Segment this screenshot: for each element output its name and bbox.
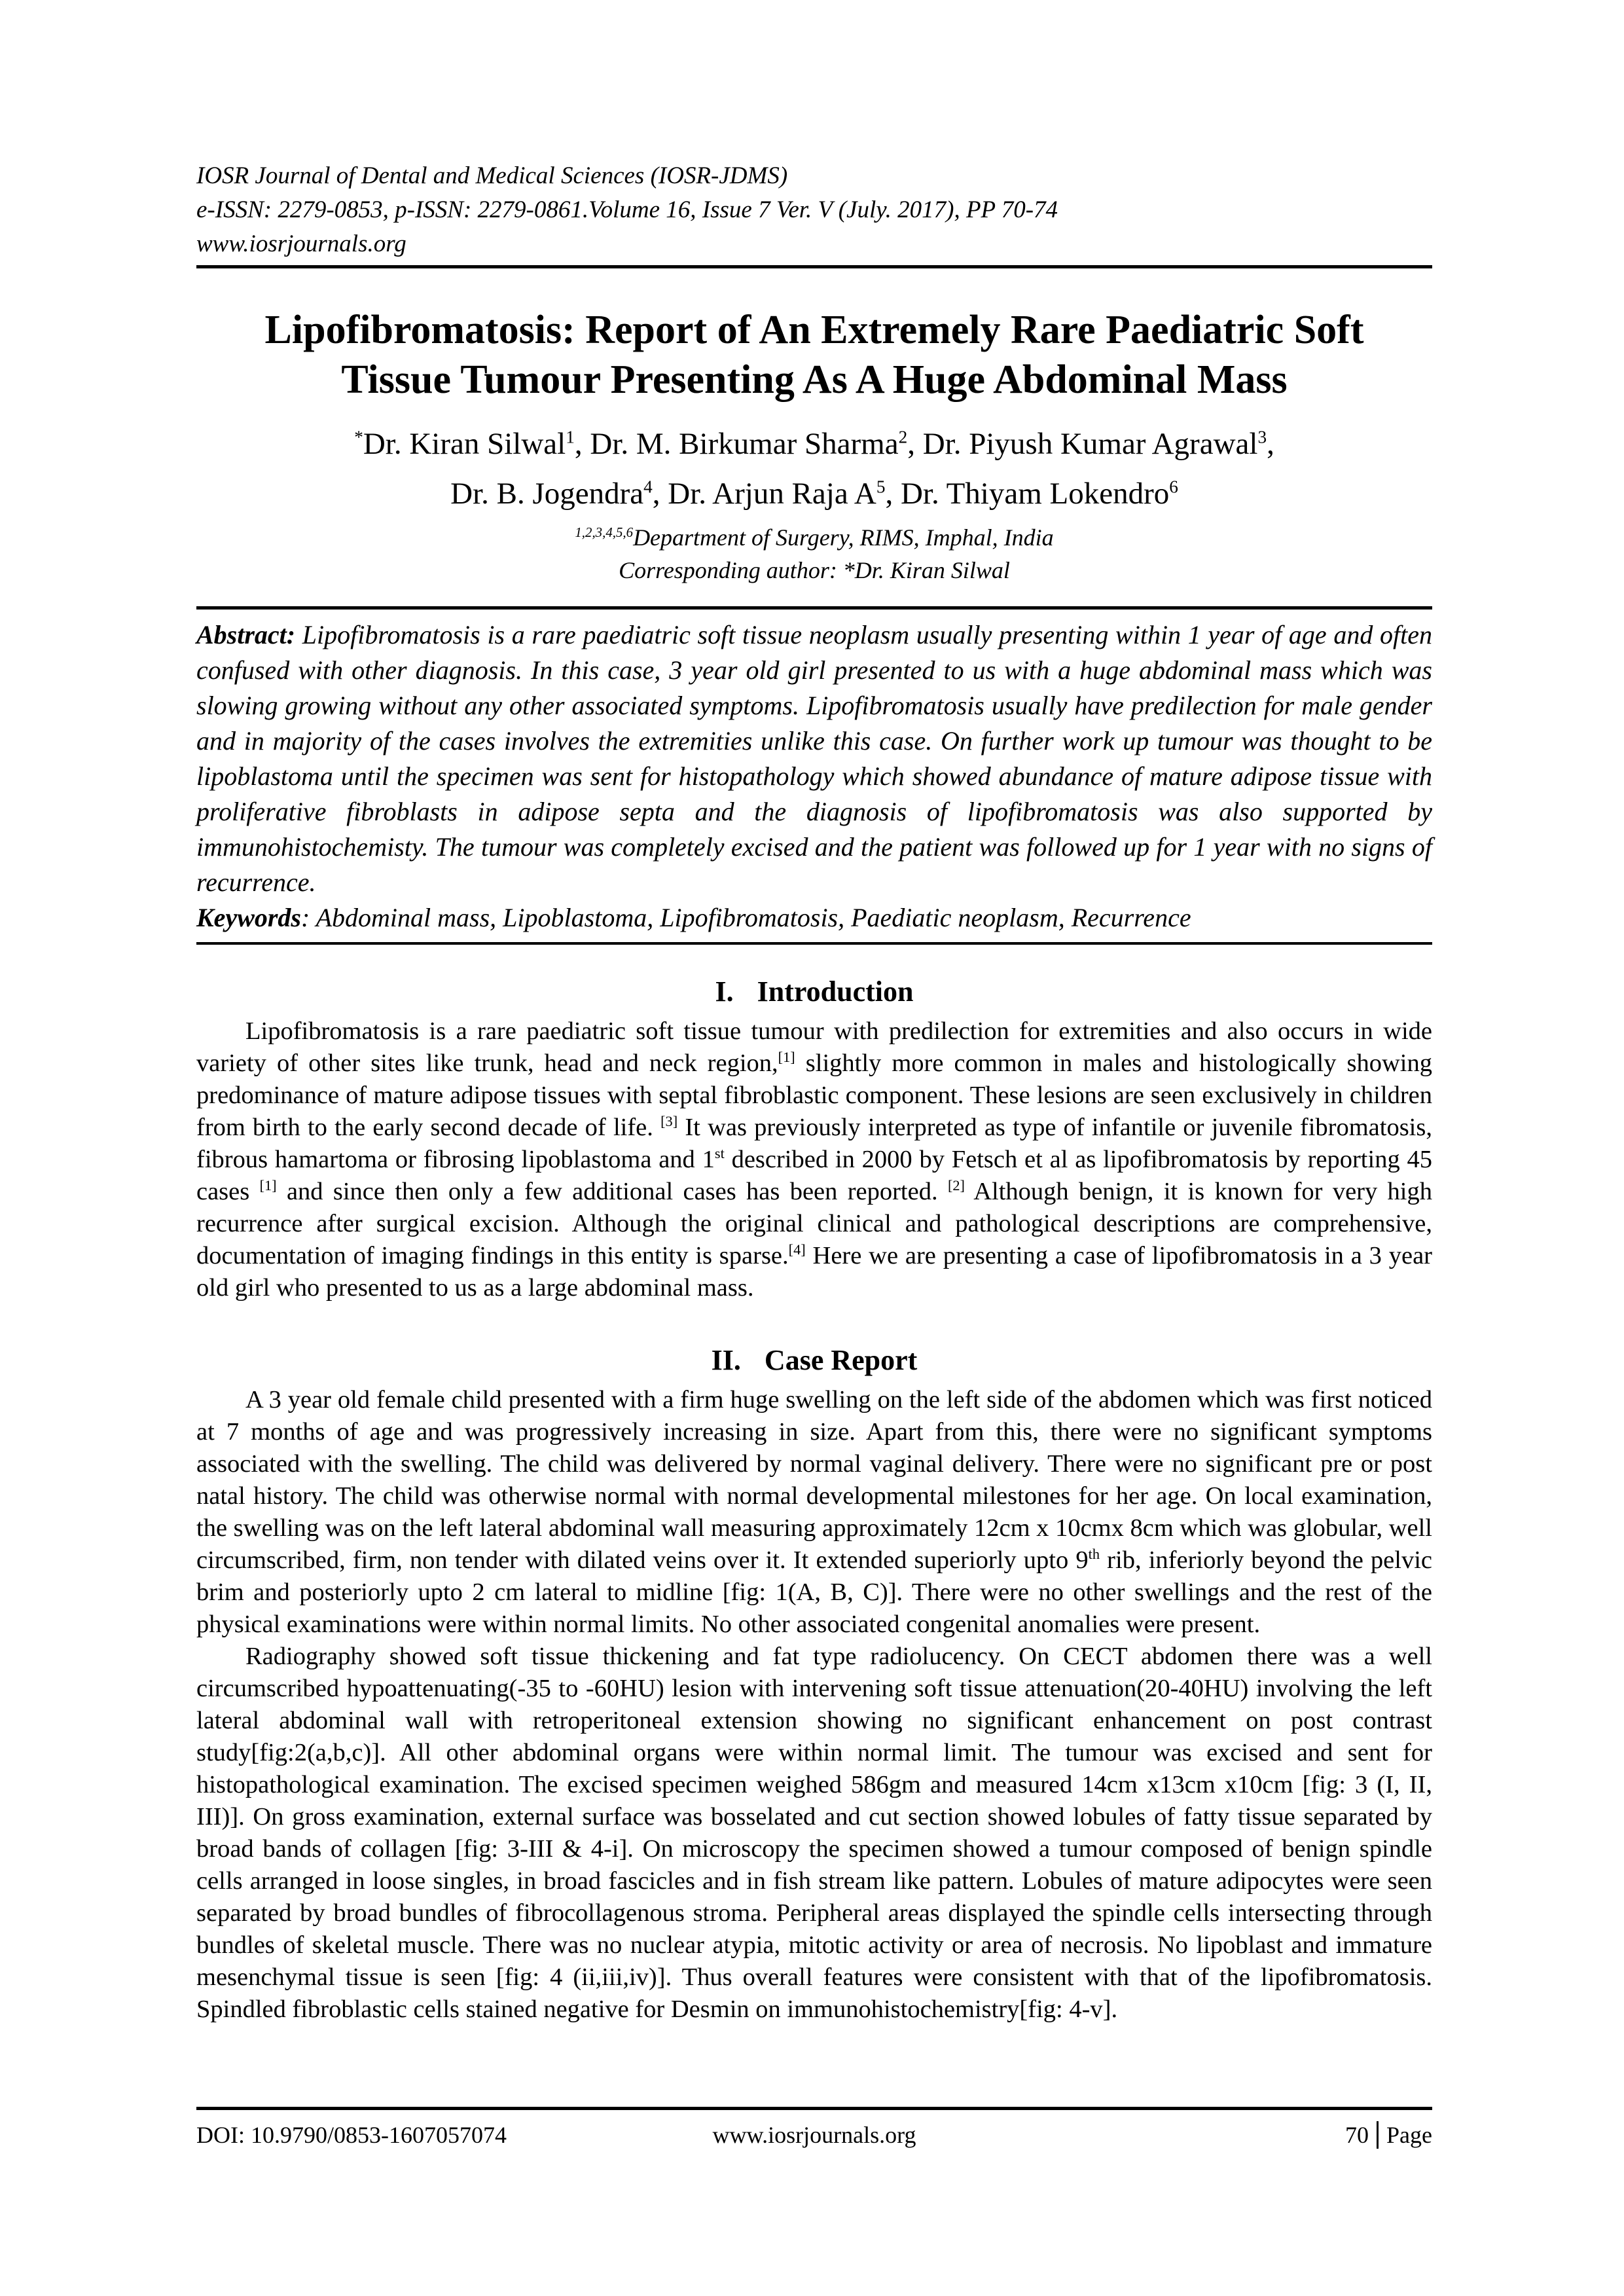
reference-marker: [2] <box>947 1177 965 1194</box>
page-number-block <box>1345 2118 1432 2152</box>
introduction-paragraph <box>196 1015 1432 1304</box>
page-number-label: Page <box>1386 2122 1432 2148</box>
keywords-divider <box>196 942 1432 945</box>
introduction-text-segment: and since then only a few additional cases has been reported. <box>276 1178 948 1205</box>
section-number-introduction: I. <box>715 975 734 1008</box>
keywords-line <box>196 900 1432 936</box>
abstract-paragraph <box>196 617 1432 900</box>
section-title-case-report: Case Report <box>764 1344 918 1376</box>
author-name: , Dr. Thiyam Lokendro <box>885 477 1170 511</box>
introduction-text-segment: slightly more common in males and histologically showing predominance of mature adipose tissues with septal fibroblastic component. These lesions are seen exclusively in children from birth to the early second decade of life. <box>196 1049 1432 1141</box>
section-title-introduction: Introduction <box>757 975 914 1008</box>
case-report-text-segment: rib, inferiorly beyond the pelvic brim and posteriorly upto 2 cm lateral to midline [fig: 1(A, B, C)]. There were no other swellings and the rest of the physical examinations were within normal limits. No other associated congenital anomalies were present. <box>196 1546 1432 1638</box>
keywords-text: : Abdominal mass, Lipoblastoma, Lipofibromatosis, Paediatic neoplasm, Recurrence <box>301 903 1191 932</box>
author-number: 6 <box>1169 477 1178 497</box>
footer-website: www.iosrjournals.org <box>712 2122 916 2148</box>
journal-website: www.iosrjournals.org <box>196 230 406 257</box>
page-footer <box>196 2107 1432 2152</box>
journal-issn-line: e-ISSN: 2279-0853, p-ISSN: 2279-0861.Volume 16, Issue 7 Ver. V (July. 2017), PP 70-74 <box>196 196 1058 223</box>
introduction-text-segment: It was previously interpreted as type of infantile or juvenile fibromatosis, fibrous hamartoma or fibrosing lipoblastoma and 1 <box>196 1114 1432 1173</box>
author-number: 1 <box>566 427 575 447</box>
author-name: Dr. B. Jogendra <box>450 477 644 511</box>
abstract-text: Lipofibromatosis is a rare paediatric soft tissue neoplasm usually presenting within 1 year of age and often confused with other diagnosis. In this case, 3 year old girl presented to us with a huge abdominal mass which was slowing growing without any other associated symptoms. Lipofibromatosis usually have predilection for male gender and in majority of the cases involves the extremities unlike this case. On further work up tumour was thought to be lipoblastoma until the specimen was sent for histopathology which showed abundance of mature adipose tissue with proliferative fibroblasts in adipose septa and the diagnosis of lipofibromatosis was also supported by immunohistochemisty. The tumour was completely excised and the patient was followed up for 1 year with no signs of recurrence. <box>196 620 1432 897</box>
reference-marker: [3] <box>660 1113 678 1130</box>
page-number-divider <box>1377 2121 1379 2149</box>
author-name: , Dr. M. Birkumar Sharma <box>574 427 899 461</box>
author-number: 3 <box>1257 427 1267 447</box>
journal-header <box>196 159 1432 261</box>
abstract-top-divider <box>196 606 1432 610</box>
section-heading-case-report <box>196 1342 1432 1379</box>
corresponding-author: Corresponding author: *Dr. Kiran Silwal <box>619 557 1010 583</box>
author-number: 2 <box>898 427 908 447</box>
paper-title <box>196 305 1432 405</box>
reference-marker: [4] <box>788 1241 806 1258</box>
journal-name: IOSR Journal of Dental and Medical Sciences (IOSR-JDMS) <box>196 162 788 189</box>
paper-title-line2: Tissue Tumour Presenting As A Huge Abdominal Mass <box>341 357 1288 402</box>
case-report-paragraph-2: Radiography showed soft tissue thickening and fat type radiolucency. On CECT abdomen there was a well circumscribed hypoattenuating(-35 to -60HU) lesion with intervening soft tissue attenuation(20-40HU) involving the left lateral abdominal wall with retroperitoneal extension showing no significant enhancement on post contrast study[fig:2(a,b,c)]. All other abdominal organs were within normal limit. The tumour was excised and sent for histopathological examination. The excised specimen weighed 586gm and measured 14cm x13cm x10cm [fig: 3 (I, II, III)]. On gross examination, external surface was bosselated and cut section showed lobules of fatty tissue separated by broad bands of collagen [fig: 3-III & 4-i]. On microscopy the specimen showed a tumour composed of benign spindle cells arranged in loose singles, in broad fascicles and in fish stream like pattern. Lobules of mature adipocytes were seen separated by broad bundles of fibrocollagenous stroma. Peripheral areas displayed the spindle cells intersecting through bundles of skeletal muscle. There was no nuclear atypia, mitotic activity or area of necrosis. No lipoblast and immature mesenchymal tissue is seen [fig: 4 (ii,iii,iv)]. Thus overall features were consistent with that of the lipofibromatosis. Spindled fibroblastic cells stained negative for Desmin on immunohistochemistry[fig: 4-v]. <box>196 1643 1432 2023</box>
author-number: 5 <box>876 477 886 497</box>
affiliation-text: Department of Surgery, RIMS, Imphal, India <box>633 524 1054 551</box>
section-number-case-report: II. <box>711 1344 741 1376</box>
affiliation <box>196 521 1432 554</box>
ordinal-suffix: st <box>714 1145 725 1162</box>
paper-title-line1: Lipofibromatosis: Report of An Extremely Rare Paediatric Soft <box>264 308 1364 352</box>
authors-line-comma: , <box>1267 427 1274 461</box>
author-name: , Dr. Arjun Raja A <box>652 477 876 511</box>
author-number: 4 <box>643 477 653 497</box>
authors-line-1 <box>196 419 1432 469</box>
authors-line-2 <box>196 469 1432 519</box>
paper-content <box>196 159 1432 2026</box>
keywords-label: Keywords <box>196 903 301 932</box>
author-name: Dr. Kiran Silwal <box>363 427 566 461</box>
doi: DOI: 10.9790/0853-1607057074 <box>196 2122 507 2148</box>
author-name: , Dr. Piyush Kumar Agrawal <box>907 427 1258 461</box>
ordinal-suffix: th <box>1088 1546 1100 1563</box>
footer-row <box>196 2118 1432 2152</box>
case-report-text-segment: A 3 year old female child presented with a firm huge swelling on the left side of the abdomen which was first noticed at 7 months of age and was progressively increasing in size. Apart from this, there were no significant symptoms associated with the swelling. The child was delivered by normal vaginal delivery. There were no significant pre or post natal history. The child was otherwise normal with normal developmental milestones for her age. On local examination, the swelling was on the left lateral abdominal wall measuring approximately 12cm x 10cmx 8cm which was globular, well circumscribed, firm, non tender with dilated veins over it. It extended superiorly upto 9 <box>196 1386 1432 1574</box>
header-divider <box>196 265 1432 268</box>
introduction-text-segment: Here we are presenting a case of lipofibromatosis in a 3 year old girl who presented to us as a large abdominal mass. <box>196 1242 1432 1302</box>
affiliation-numbers: 1,2,3,4,5,6 <box>575 524 634 540</box>
introduction-text-segment: described in 2000 by Fetsch et al as lipofibromatosis by reporting 45 cases <box>196 1146 1432 1205</box>
corresponding-star-marker: * <box>354 427 363 447</box>
footer-divider <box>196 2107 1432 2110</box>
introduction-text-segment: Lipofibromatosis is a rare paediatric soft tissue tumour with predilection for extremities and also occurs in wide variety of other sites like trunk, head and neck region, <box>196 1017 1432 1077</box>
introduction-text-segment: Although benign, it is known for very high recurrence after surgical excision. Although the original clinical and pathological descriptions are comprehensive, documentation of imaging findings in this entity is sparse. <box>196 1178 1433 1269</box>
reference-marker: [1] <box>778 1049 795 1066</box>
section-heading-introduction <box>196 974 1432 1010</box>
abstract-label: Abstract: <box>196 620 296 649</box>
authors-block <box>196 419 1432 519</box>
case-report-paragraph-1 <box>196 1384 1432 1641</box>
page-number: 70 <box>1345 2122 1369 2148</box>
reference-marker: [1] <box>259 1177 277 1194</box>
